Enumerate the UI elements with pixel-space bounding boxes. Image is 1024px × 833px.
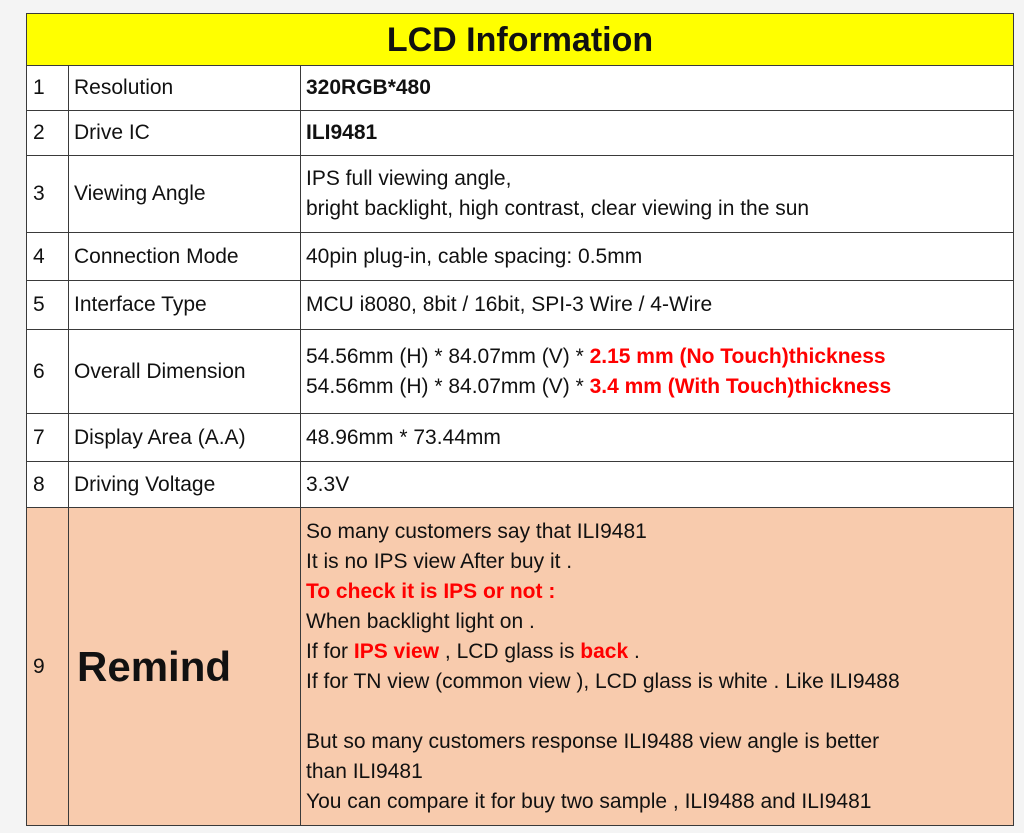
spec-value-line: [306, 342, 1008, 372]
table-row: [27, 414, 1014, 462]
remind-line: When backlight light on .: [306, 609, 535, 633]
row-number: 3: [27, 156, 69, 233]
row-number: 5: [27, 281, 69, 330]
spec-label: Interface Type: [69, 281, 301, 330]
remind-line: If for TN view (common view ), LCD glass is white . Like ILI9488: [306, 669, 900, 693]
spec-value-line: bright backlight, high contrast, clear viewing in the sun: [306, 197, 810, 220]
table-row: [27, 462, 1014, 508]
spec-label: Drive IC: [69, 111, 301, 156]
spec-label: Viewing Angle: [69, 156, 301, 233]
row-number: 4: [27, 233, 69, 281]
spec-value: MCU i8080, 8bit / 16bit, SPI-3 Wire / 4-Wire: [301, 281, 1014, 330]
title-row: [27, 14, 1014, 66]
spec-label: Display Area (A.A): [69, 414, 301, 462]
dimension-text: 54.56mm (H) * 84.07mm (V) *: [306, 344, 590, 368]
remind-spacer: [306, 697, 1008, 727]
table-row: [27, 66, 1014, 111]
spec-value: [301, 156, 1014, 233]
remind-row: [27, 508, 1014, 826]
lcd-info-table: [26, 13, 1014, 826]
table-row: [27, 233, 1014, 281]
remind-line: [306, 637, 1008, 667]
remind-line: But so many customers response ILI9488 view angle is better: [306, 729, 880, 753]
table-row: [27, 281, 1014, 330]
spec-value: 48.96mm * 73.44mm: [301, 414, 1014, 462]
spec-value: ILI9481: [301, 111, 1014, 156]
table-row: [27, 111, 1014, 156]
spec-value: 40pin plug-in, cable spacing: 0.5mm: [301, 233, 1014, 281]
spec-value: [301, 330, 1014, 414]
spec-value: 320RGB*480: [301, 66, 1014, 111]
remind-text-part: , LCD glass is: [439, 639, 581, 663]
remind-text-part: .: [628, 639, 640, 663]
row-number: 6: [27, 330, 69, 414]
row-number: 1: [27, 66, 69, 111]
spec-value-line: [306, 372, 1008, 402]
remind-text-part: If for: [306, 639, 354, 663]
remind-check-heading: To check it is IPS or not :: [306, 579, 556, 603]
table-row: [27, 156, 1014, 233]
spec-value: 3.3V: [301, 462, 1014, 508]
table-title: LCD Information: [27, 14, 1014, 66]
row-number: 7: [27, 414, 69, 462]
dimension-text: 54.56mm (H) * 84.07mm (V) *: [306, 374, 590, 398]
remind-label: Remind: [69, 508, 301, 826]
row-number: 8: [27, 462, 69, 508]
spec-label: Overall Dimension: [69, 330, 301, 414]
lcd-info-sheet: [26, 13, 1013, 822]
remind-line: So many customers say that ILI9481: [306, 519, 647, 543]
spec-label: Resolution: [69, 66, 301, 111]
spec-value-line: IPS full viewing angle,: [306, 167, 512, 190]
remind-highlight: back: [580, 639, 629, 663]
remind-line: You can compare it for buy two sample , ILI9488 and ILI9481: [306, 789, 872, 813]
thickness-highlight: 3.4 mm (With Touch)thickness: [589, 374, 892, 398]
remind-line: than ILI9481: [306, 759, 423, 783]
spec-label: Driving Voltage: [69, 462, 301, 508]
row-number: 2: [27, 111, 69, 156]
remind-line: It is no IPS view After buy it .: [306, 549, 573, 573]
remind-highlight: IPS view: [353, 639, 440, 663]
thickness-highlight: 2.15 mm (No Touch)thickness: [589, 344, 886, 368]
row-number: 9: [27, 508, 69, 826]
spec-label: Connection Mode: [69, 233, 301, 281]
remind-text: [301, 508, 1014, 826]
table-row: [27, 330, 1014, 414]
